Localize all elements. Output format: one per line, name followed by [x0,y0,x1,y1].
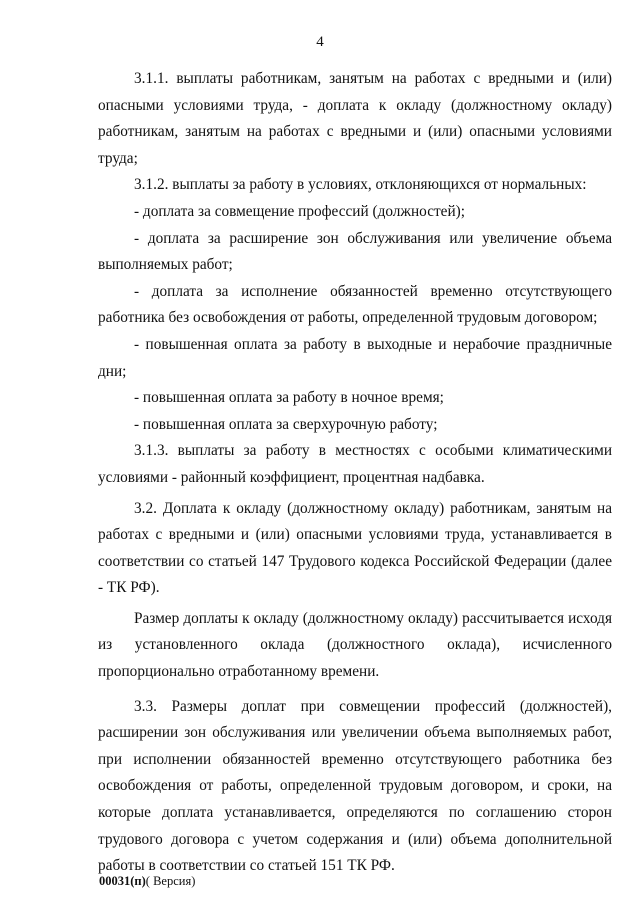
footer-document-code: 00031(п) [99,874,146,888]
paragraph-3-1-3: 3.1.3. выплаты за работу в местностях с особыми климатическими условиями - районный коэффициент, процентная надбавка. [98,442,612,486]
footer-version: ( Версия) [145,874,196,888]
list-item-weekend-holiday-pay: - повышенная оплата за работу в выходные и нерабочие праздничные дни; [98,335,612,380]
paragraph-3-1-1: 3.1.1. выплаты работникам, занятым на работах с вредными и (или) опасными условиями труда, - доплата к окладу (должностному окладу) работникам, занятым на работах с вредными и (или) опасными условиями труда; [98,70,612,167]
document-body [98,66,612,880]
list-item-night-pay: - повышенная оплата за работу в ночное время; [134,389,444,407]
list-item-overtime-pay: - повышенная оплата за сверхурочную работу; [134,415,438,433]
list-item-service-area-expansion: - доплата за расширение зон обслуживания или увеличение объема выполняемых работ; [98,229,612,274]
paragraph-3-3: 3.3. Размеры доплат при совмещении профессий (должностей), расширении зон обслуживания или увеличении объема выполняемых работ, при исполнении обязанностей временно отсутствующего работника без освобождения от работы, определенной трудовым договором, и сроки, на которые доплата устанавливается, определяются по соглашению сторон трудового договора с учетом содержания и (или) объема дополнительной работы в соответствии со статьей 151 ТК РФ. [98,697,612,875]
paragraph-3-1-2: 3.1.2. выплаты за работу в условиях, отклоняющихся от нормальных: [134,176,587,194]
list-item-combining-professions: - доплата за совмещение профессий (должностей); [134,202,466,220]
footer [99,874,195,889]
list-item-absent-employee-duties: - доплата за исполнение обязанностей временно отсутствующего работника без освобождения от работы, определенной трудовым договором; [98,282,612,327]
paragraph-3-2: 3.2. Доплата к окладу (должностному окладу) работникам, занятым на работах с вредными и (или) опасными условиями труда, устанавливается в соответствии со статьей 147 Трудового кодекса Российской Федерации (далее - ТК РФ). [98,499,612,597]
paragraph-surcharge-size: Размер доплаты к окладу (должностному окладу) рассчитывается исходя из установленного оклада (должностного оклада), исчисленного пропорционально отработанному времени. [98,609,612,681]
page-number: 4 [316,34,324,50]
